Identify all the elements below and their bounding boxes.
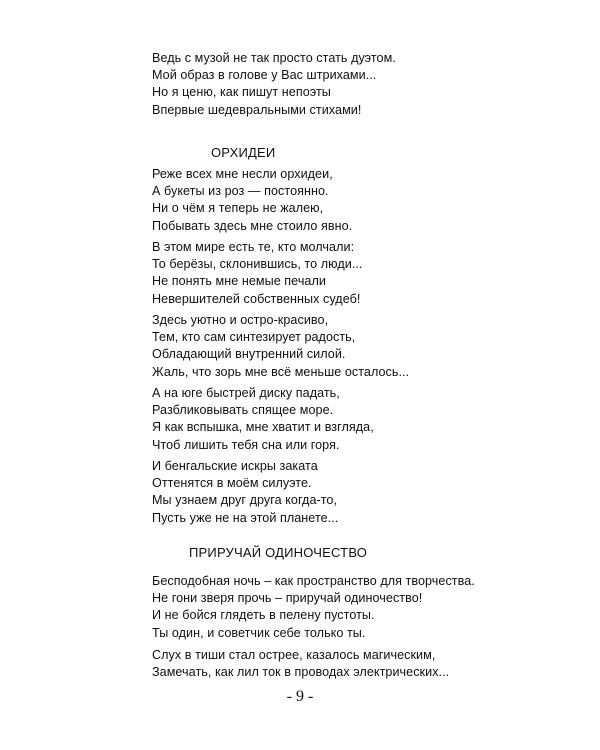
- poem-line: Бесподобная ночь – как пространство для творчества.: [152, 574, 475, 588]
- poem-line: Мой образ в голове у Вас штрихами...: [152, 68, 377, 83]
- poem-stanza: [152, 239, 362, 308]
- poem-line: А на юге быстрей диску падать,: [152, 386, 340, 400]
- poem-line: Оттенятся в моём силуэте.: [152, 476, 312, 491]
- poem-line: Ни о чём я теперь не жалею,: [152, 201, 324, 216]
- poem-line: Я как вспышка, мне хватит и взгляда,: [152, 420, 374, 435]
- poem-line: Ты один, и советчик себе только ты.: [152, 625, 366, 640]
- poem-line: Пусть уже не на этой планете...: [152, 510, 339, 525]
- poem-line: Чтоб лишить тебя сна или горя.: [152, 437, 340, 452]
- poem-line: Тем, кто сам синтезирует радость,: [152, 330, 356, 345]
- poem-stanza: [152, 647, 449, 681]
- poem-line: Невершителей собственных судеб!: [152, 291, 361, 306]
- poem-line: Мы узнаем друг друга когда-то,: [152, 493, 338, 508]
- poem-line: А букеты из роз — постоянно.: [152, 184, 329, 199]
- poem-line: В этом мире есть те, кто молчали:: [152, 240, 355, 254]
- poem-line: И бенгальские искры заката: [152, 459, 318, 473]
- poem-line: Слух в тиши стал острее, казалось магическим,: [152, 648, 436, 662]
- poem-line: Не понять мне немые печали: [152, 274, 326, 289]
- poem-line: Обладающий внутренний силой.: [152, 347, 346, 362]
- poem-stanza: [152, 573, 475, 642]
- poem-stanza: [152, 166, 352, 235]
- poem-line: Жаль, что зорь мне всё меньше осталось...: [152, 364, 410, 379]
- poem-line: Побывать здесь мне стоило явно.: [152, 218, 353, 233]
- poem-title-orchids: ОРХИДЕИ: [211, 145, 276, 160]
- poem-line: То берёзы, склонившись, то люди...: [152, 257, 363, 272]
- poem-line: Но я ценю, как пишут непоэты: [152, 85, 331, 100]
- poem-line: Не гони зверя прочь – приручай одиночество!: [152, 591, 423, 606]
- poem-line: Впервые шедевральными стихами!: [152, 102, 362, 117]
- poem-stanza: [152, 458, 338, 527]
- poem-line: Разбликовывать спящее море.: [152, 403, 334, 418]
- poem-stanza: [152, 312, 409, 381]
- poem-line: Ведь с музой не так просто стать дуэтом.: [152, 51, 396, 65]
- poem-line: Замечать, как лил ток в проводах электрических...: [152, 665, 450, 680]
- poem-line: Здесь уютно и остро-красиво,: [152, 313, 329, 327]
- poem-title-solitude: ПРИРУЧАЙ ОДИНОЧЕСТВО: [189, 545, 368, 560]
- poem-line: Реже всех мне несли орхидеи,: [152, 167, 333, 181]
- poem-stanza: [152, 50, 396, 119]
- page-number: - 9 -: [286, 688, 314, 705]
- poem-line: И не бойся глядеть в пелену пустоты.: [152, 608, 375, 623]
- poem-stanza: [152, 385, 374, 454]
